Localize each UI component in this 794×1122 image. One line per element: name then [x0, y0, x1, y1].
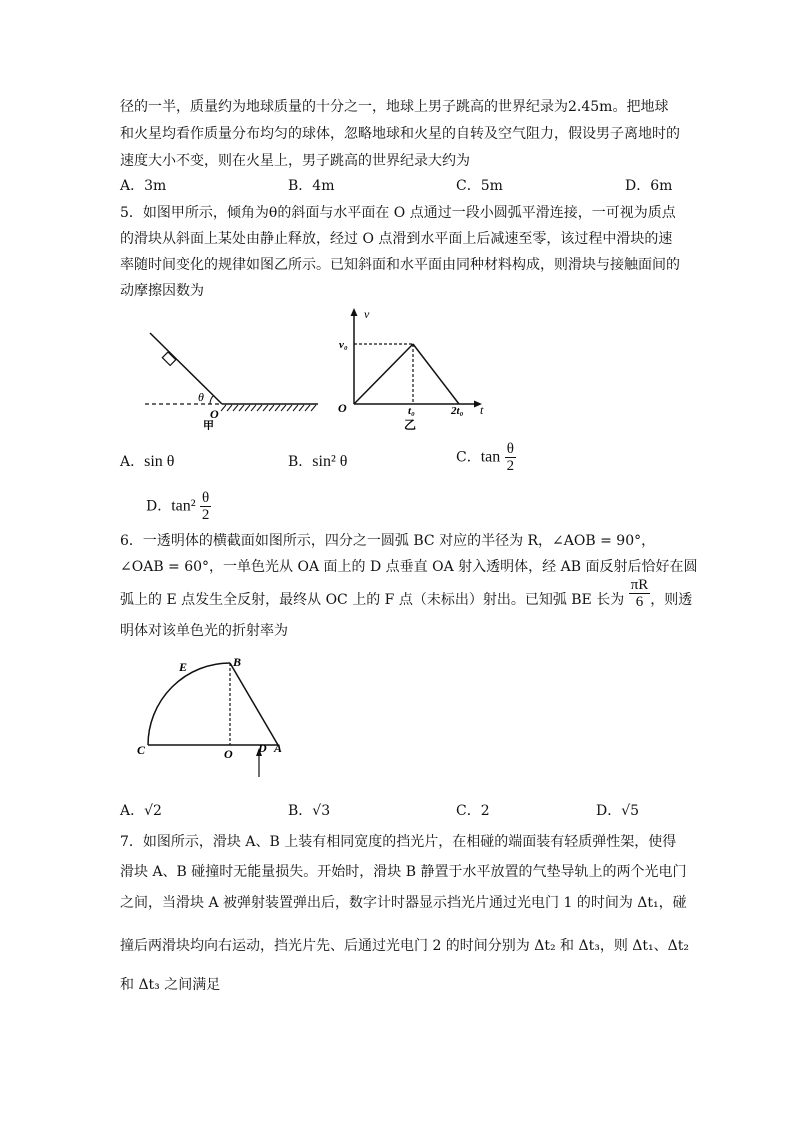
v-axis-arrow	[351, 308, 358, 316]
q5-option-b	[288, 451, 347, 473]
q7-line-1: 7．如图所示，滑块 A、B 上装有相同宽度的挡光片，在相碰的端面装有轻质弹性架，使得	[120, 834, 677, 850]
q5-option-a	[120, 451, 174, 473]
q4-line-2: 和火星均看作质量分布均匀的球体，忽略地球和火星的自转及空气阻力，假设男子离地时的	[120, 126, 680, 142]
q4-option-c: C．5m	[456, 178, 503, 194]
q5-option-b-label: B．	[288, 454, 313, 470]
q5-line-2: 的滑块从斜面上某处由静止释放，经过 O 点滑到水平面上后减速至零，该过程中滑块的速	[120, 231, 673, 247]
q6-option-b: B．√3	[288, 803, 331, 819]
q5-option-b-text: sin² θ	[312, 453, 348, 470]
q7-line-4: 撞后两滑块均向右运动，挡光片先、后通过光电门 2 的时间分别为 Δt₂ 和 Δt₃，则 Δt₁、Δt₂	[120, 938, 690, 954]
t2-label: 2t₀	[451, 405, 464, 417]
q5-option-a-text: sin θ	[144, 453, 175, 470]
q7-line-2: 滑块 A、B 碰撞时无能量损失。开始时，滑块 B 静置于水平放置的气垫导轨上的两个光电门	[120, 864, 687, 880]
q6-arc-num: πR	[630, 576, 649, 593]
q4-line-3: 速度大小不变，则在火星上，男子跳高的世界纪录大约为	[120, 153, 470, 169]
slider-block	[162, 352, 175, 365]
q5-option-a-label: A．	[120, 454, 145, 470]
falling-line	[413, 344, 459, 404]
q4-option-d: D．6m	[625, 178, 673, 194]
q6-line-3-pre: 弧上的 E 点发生全反射，最终从 OC 上的 F 点（未标出）射出。已知弧 BE 长为	[120, 592, 625, 608]
q5-option-c-num: θ	[506, 441, 514, 457]
figure-incline	[140, 325, 320, 430]
q5-option-d-den: 2	[201, 507, 210, 523]
ground-hatching	[221, 405, 316, 411]
q5-option-c	[456, 441, 516, 474]
line-ab	[230, 663, 278, 745]
q4-option-b: B．4m	[288, 178, 335, 194]
incline-line	[150, 333, 222, 404]
q4-line-1: 径的一半，质量约为地球质量的十分之一，地球上男子跳高的世界纪录为2.45m。把地球	[120, 99, 669, 115]
q5-option-d-label: D．	[146, 498, 172, 515]
q4-option-a: A．3m	[120, 178, 167, 194]
v-axis-label: v	[364, 307, 370, 321]
q6-arc-den: 6	[635, 593, 644, 610]
q5-line-4: 动摩擦因数为	[120, 283, 204, 299]
q7-line-5: 和 Δt₃ 之间满足	[120, 977, 221, 993]
angle-arc	[210, 396, 214, 405]
q5-option-d	[146, 490, 211, 523]
t-axis-label: t	[480, 403, 484, 417]
point-b-label: B	[233, 655, 242, 669]
q5-option-c-fraction	[505, 441, 516, 474]
q6-line-4: 明体对该单色光的折射率为	[120, 623, 288, 639]
q5-line-3: 率随时间变化的规律如图乙所示。已知斜面和水平面由同种材料构成，则滑块与接触面间的	[120, 257, 680, 273]
point-a-label: A	[274, 741, 283, 755]
t0-label: t₀	[408, 405, 415, 417]
point-d-label: D	[258, 741, 267, 755]
point-c-label: C	[137, 743, 146, 757]
q5-line-1: 5．如图甲所示，倾角为θ的斜面与水平面在 O 点通过一段小圆弧平滑连接，一可视为质点	[120, 205, 676, 221]
figure-transparent-body	[135, 652, 285, 780]
q6-line-1: 6．一透明体的横截面如图所示，四分之一圆弧 BC 对应的半径为 R，∠AOB = 90°，	[120, 533, 656, 549]
v0-label: v₀	[339, 339, 348, 351]
origin-label: O	[338, 401, 347, 415]
q7-line-3: 之间，当滑块 A 被弹射装置弹出后，数字计时器显示挡光片通过光电门 1 的时间为 Δt₁，碰	[120, 895, 687, 911]
q5-option-d-fraction	[200, 490, 211, 523]
point-o-label: O	[224, 747, 233, 761]
point-o-label: O	[210, 407, 219, 421]
q6-option-c: C．2	[456, 803, 490, 819]
arc-bc	[148, 663, 230, 745]
rising-line	[354, 344, 413, 404]
q5-option-c-label: C．	[456, 449, 481, 466]
q6-arc-fraction	[629, 577, 651, 610]
q5-option-d-pre: tan²	[171, 497, 196, 515]
q6-option-d: D．√5	[596, 803, 640, 819]
q6-line-3-post: ，则透	[650, 592, 693, 608]
q5-option-c-pre: tan	[480, 448, 501, 466]
q6-line-2: ∠OAB = 60°，一单色光从 OA 面上的 D 点垂直 OA 射入透明体，经 AB 面反射后恰好在圆	[120, 559, 698, 575]
caption-yi: 乙	[404, 418, 417, 431]
point-e-label: E	[179, 660, 188, 674]
q5-option-c-den: 2	[506, 458, 515, 474]
q5-option-d-num: θ	[202, 490, 210, 506]
q6-option-a: A．√2	[120, 803, 162, 819]
figure-vt-graph	[318, 306, 488, 431]
caption-jia: 甲	[203, 420, 214, 430]
theta-label: θ	[198, 390, 204, 404]
